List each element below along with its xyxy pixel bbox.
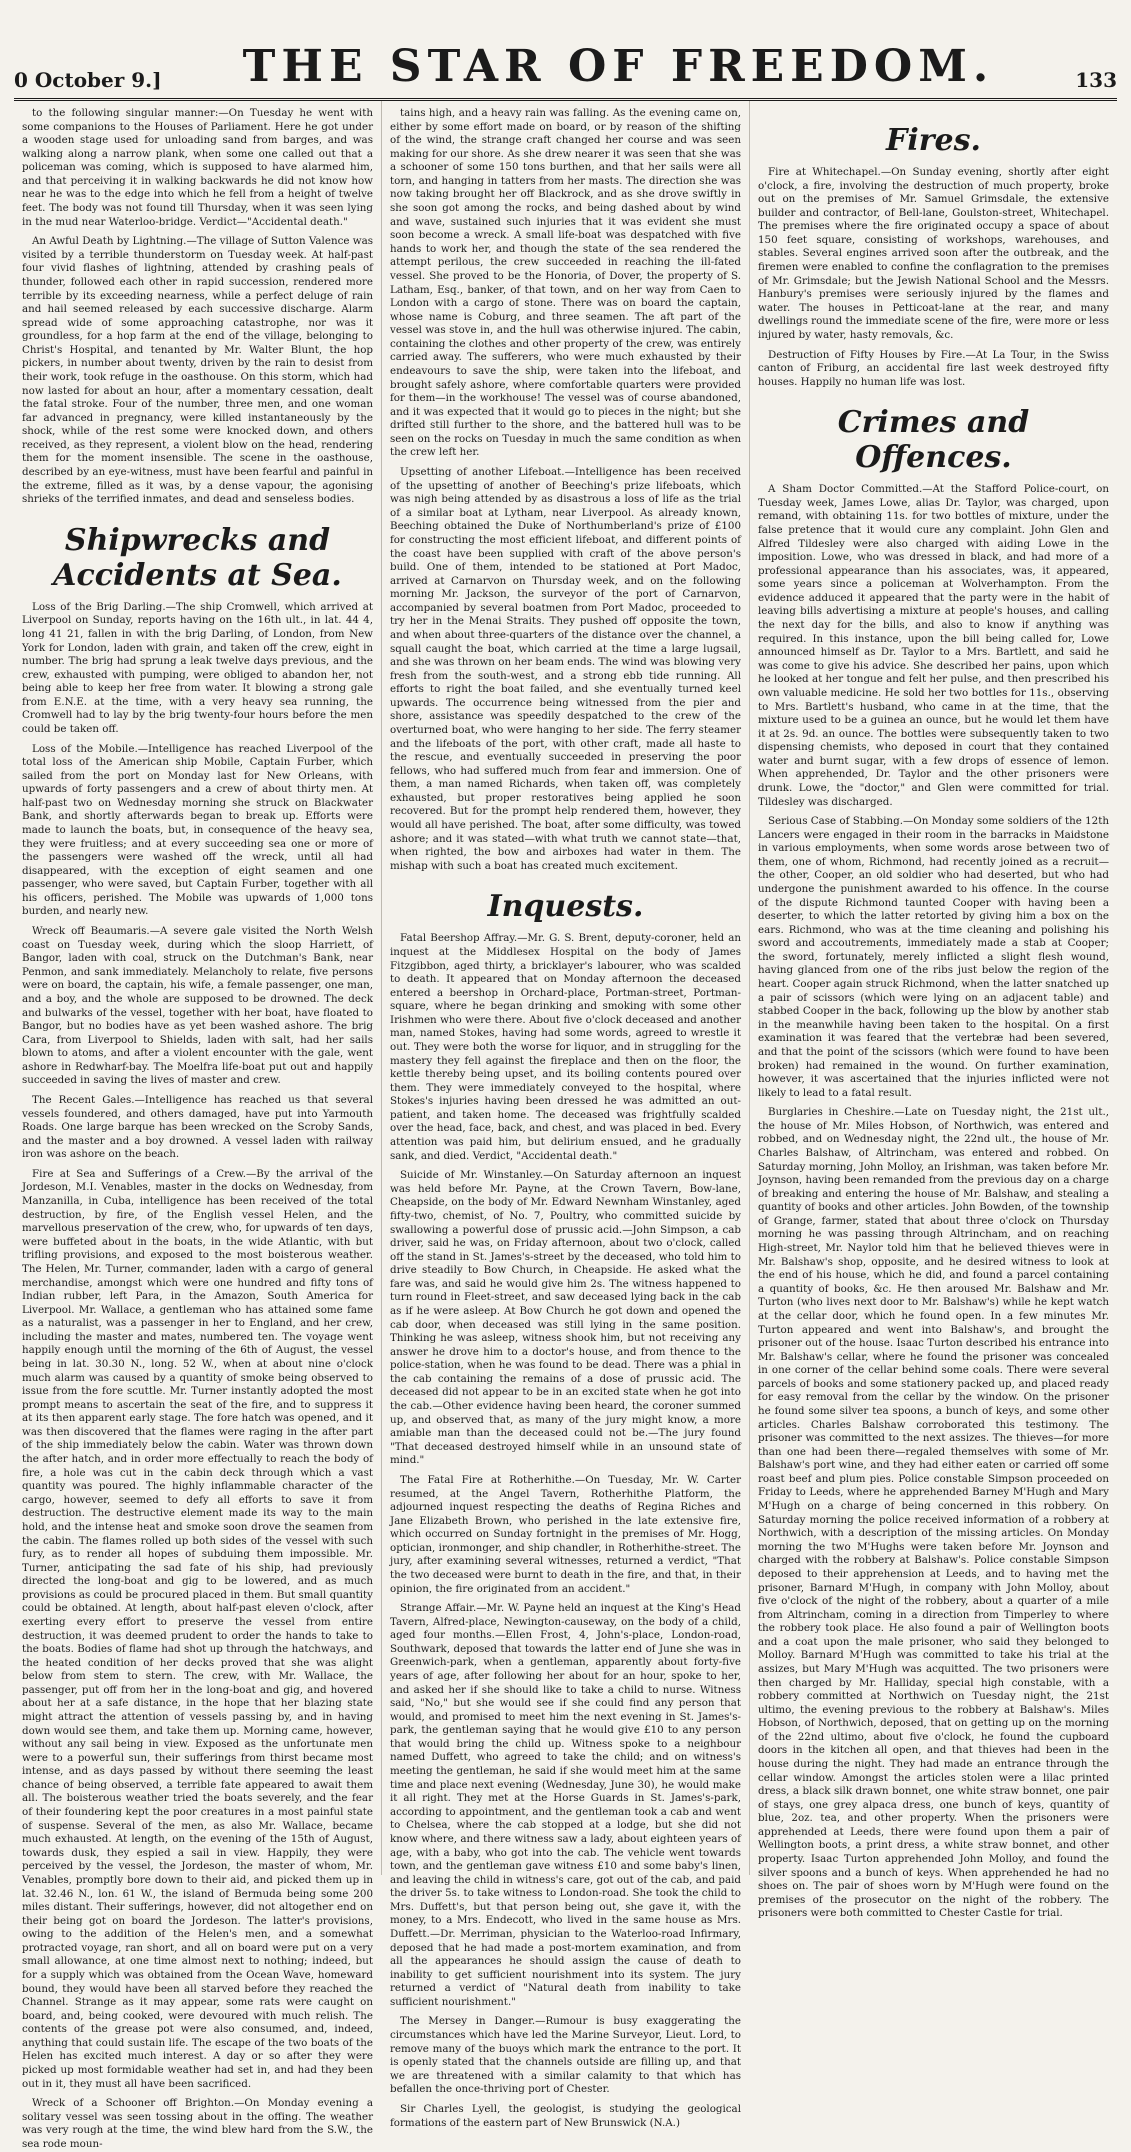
article-paragraph: Suicide of Mr. Winstanley.—On Saturday afternoon an inquest was held before Mr. Payne, at the Crown Tavern, Bow-lane, Cheapside, on the body of Mr. Edward Newnham Winstanley, aged fifty-two, chemist, of No. 7, Poultry, who committed suicide by swallowing a powerful dose of prussic acid.—John Simpson, a cab driver, said he was, on Friday afternoon, about two o'clock, called off the stand in St. James's-street by the deceased, who told him to drive steadily to Bow Church, in Cheapside. He asked what the fare was, and said he would give him 2s. The witness happened to turn round in Fleet-street, and saw deceased lying back in the cab as if he were asleep. At Bow Church he got down and opened the cab door, when deceased was still lying in the same position. Thinking he was asleep, witness shook him, but not receiving any answer he drove him to a doctor's house, and from thence to the police-station, when he was found to be dead. There was a phial in the cab containing the remains of a dose of prussic acid. The deceased did not appear to be in an excited state when he got into the cab.—Other evidence having been heard, the coroner summed up, and observed that, as many of the jury might know, a more amiable man than the deceased could not be.—The jury found "That deceased destroyed himself while in an unsound state of mind." bbox=[390, 1169, 741, 1467]
column-2 bbox=[381, 101, 749, 2129]
article-paragraph: The Mersey in Danger.—Rumour is busy exaggerating the circumstances which have led the Marine Surveyor, Lieut. Lord, to remove many of the buoys which mark the entrance to the port. It is openly stated that the channels outside are filling up, and that we are threatened with a similar calamity to that which has befallen the once-thriving port of Chester. bbox=[390, 2015, 741, 2096]
article-paragraph: Fire at Whitechapel.—On Sunday evening, shortly after eight o'clock, a fire, involving the destruction of much property, broke out on the premises of Mr. Samuel Grimsdale, the extensive builder and contractor, of Bell-lane, Goulston-street, Whitechapel. The premises where the fire originated occupy a space of about 150 feet square, consisting of workshops, warehouses, and stables. Several engines arrived soon after the outbreak, and the firemen were enabled to confine the conflagration to the premises of Mr. Grimsdale; but the Jewish National School and the Messrs. Hanbury's premises were seriously injured by the flames and water. The houses in Petticoat-lane at the rear, and many dwellings round the immediate scene of the fire, were more or less injured by water, hasty removals, &c. bbox=[758, 166, 1109, 341]
article-paragraph: The Recent Gales.—Intelligence has reached us that several vessels foundered, and others damaged, have put into Yarmouth Roads. One large barque has been wrecked on the Scroby Sands, and the master and a boy drowned. A vessel laden with railway iron was ashore on the beach. bbox=[22, 1094, 373, 1161]
article-paragraph: A Sham Doctor Committed.—At the Stafford Police-court, on Tuesday week, James Lowe, alias Dr. Taylor, was charged, upon remand, with obtaining 11s. for two bottles of mixture, under the false pretence that it would cure any complaint. John Glen and Alfred Tildesley were also charged with aiding Lowe in the imposition. Lowe, who was dressed in black, and had more of a professional appearance than his associates, was, it appeared, some years since a policeman at Wolverhampton. From the evidence adduced it appeared that the party were in the habit of leaving bills advertising a mixture at people's houses, and calling the next day for the bills, and also to know if anything was required. In this instance, upon the bill being called for, Lowe announced himself as Dr. Taylor to a Mrs. Bartlett, and said he was come to give his advice. She described her pains, upon which he looked at her tongue and felt her pulse, and then prescribed his own valuable medicine. He sold her two bottles for 11s., observing to Mrs. Bartlett's husband, who came in at the time, that the mixture used to be a guinea an ounce, but he would let them have it at 2s. 9d. an ounce. The bottles were subsequently taken to two dispensing chemists, who deposed in court that they contained water and burnt sugar, with a few drops of essence of lemon. When apprehended, Dr. Taylor and the other prisoners were drunk. Lowe, the "doctor," and Glen were committed for trial. Tildesley was discharged. bbox=[758, 483, 1109, 808]
article-paragraph: Strange Affair.—Mr. W. Payne held an inquest at the King's Head Tavern, Alfred-place, Newington-causeway, on the body of a child, aged four months.—Ellen Frost, 4, John's-place, London-road, Southwark, deposed that towards the latter end of June she was in Greenwich-park, when a gentleman, apparently about forty-five years of age, after following her about for an hour, spoke to her, and asked her if she should like to take a child to nurse. Witness said, "No," but she would see if she could find any person that would, and promised to meet him the next evening in St. James's-park, the gentleman saying that he would give £10 to any person that would bring the child up. Witness spoke to a neighbour named Duffett, who agreed to take the child; and on witness's meeting the gentleman, he said if she would meet him at the same time and place next evening (Wednesday, June 30), he would make it all right. They met at the Horse Guards in St. James's-park, according to appointment, and the gentleman took a cab and went to Chelsea, where the cab stopped at a lodge, but she did not know where, and there witness saw a lady, about eighteen years of age, with a baby, who got into the cab. The vehicle went towards town, and the gentleman gave witness £10 and some baby's linen, and leaving the child in witness's care, got out of the cab, and paid the driver 5s. to take witness to London-road. She took the child to Mrs. Duffett's, but that person being out, she gave it, with the money, to a Mrs. Endecott, who lived in the same house as Mrs. Duffett.—Dr. Merriman, physician to the Waterloo-road Infirmary, deposed that he had made a post-mortem examination, and from all the appearances he should assign the cause of death to inability to get sufficient nourishment into its system. The jury returned a verdict of "Natural death from inability to take sufficient nourishment." bbox=[390, 1602, 741, 2008]
section-heading-shipwrecks: Shipwrecks and Accidents at Sea. bbox=[53, 522, 342, 593]
issue-date: 0 October 9.] bbox=[14, 68, 162, 92]
article-paragraph: Fire at Sea and Sufferings of a Crew.—By the arrival of the Jordeson, M.I. Venables, master in the docks on Wednesday, from Manzanilla, in Cuba, intelligence has been received of the total destruction, by fire, of the English vessel Helen, and the marvellous preservation of the crew, who, for upwards of ten days, were buffeted about in the boats, in the wide Atlantic, with but trifling provisions, and exposed to the most boisterous weather. The Helen, Mr. Turner, commander, laden with a cargo of general merchandise, amongst which were one hundred and fifty tons of Indian rubber, left Para, in the Amazon, South America for Liverpool. Mr. Wallace, a gentleman who has attained some fame as a naturalist, was a passenger in her to England, and her crew, including the master and mates, numbered ten. The voyage went happily enough until the morning of the 6th of August, the vessel being in lat. 30.30 N., long. 52 W., when at about nine o'clock much alarm was caused by a quantity of smoke being observed to issue from the fore scuttle. Mr. Turner instantly adopted the most prompt means to ascertain the seat of the fire, and to suppress it at its then apparent early stage. The fore hatch was opened, and it was then discovered that the flames were raging in the after part of the ship immediately below the cabin. Water was thrown down the after hatch, and in order more effectually to reach the body of fire, a hole was cut in the cabin deck through which a vast quantity was poured. The highly inflammable character of the cargo, however, seemed to defy all efforts to save it from destruction. The destructive element made its way to the main hold, and the intense heat and smoke soon drove the seamen from the cabin. The flames rolled up both sides of the vessel with such fury, as to render all hopes of subduing them impossible. Mr. Turner, anticipating the sad fate of his ship, had previously directed the long-boat and gig to be lowered, and as much provisions as could be procured placed in them. But small quantity could be obtained. At length, about half-past eleven o'clock, after exerting every effort to preserve the vessel from entire destruction, it was deemed prudent to order the hands to take to the boats. Bodies of flame had shot up through the hatchways, and the heated condition of her decks proved that she was alight below from stem to stern. The crew, with Mr. Wallace, the passenger, put off from her in the long-boat and gig, and hovered about her at a safe distance, in the hope that her blazing state might attract the attention of vessels passing by, and in having down would see them, and take them up. Morning came, however, without any sail being in view. Exposed as the unfortunate men were to a powerful sun, their sufferings from thirst became most intense, and as days passed by without there seeming the least chance of being observed, a terrible fate appeared to await them all. The boisterous weather tried the boats severely, and the fear of their foundering kept the poor creatures in a most painful state of suspense. Several of the men, as also Mr. Wallace, became much exhausted. At length, on the evening of the 15th of August, towards dusk, they espied a sail in view. Happily, they were perceived by the vessel, the Jordeson, the master of whom, Mr. Venables, promptly bore down to their aid, and picked them up in lat. 32.46 N., lon. 61 W., the island of Bermuda being some 200 miles distant. Their sufferings, however, did not altogether end on their being got on board the Jordeson. The latter's provisions, owing to the addition of the Helen's men, and a somewhat protracted voyage, ran short, and all on board were put on a very small allowance, at one time almost next to nothing; indeed, but for a supply which was obtained from the Ocean Wave, homeward bound, they would have been all starved before they reached the Channel. Strange as it may appear, some rats were caught on board, and, being cooked, were devoured with much relish. The contents of the grease pot were also consumed, and, indeed, anything that could sustain life. The escape of the two boats of the Helen has excited much interest. A day or so after they were picked up most formidable weather had set in, and had they been out in it, they must all have been sacrificed. bbox=[22, 1167, 373, 2090]
article-paragraph: Fatal Beershop Affray.—Mr. G. S. Brent, deputy-coroner, held an inquest at the Middlesex Hospital on the body of James Fitzgibbon, aged thirty, a bricklayer's labourer, who was scalded to death. It appeared that on Monday afternoon the deceased entered a beershop in Orchard-place, Portman-street, Portman-square, where he began drinking and smoking with some other Irishmen who were there. About five o'clock deceased and another man, named Stokes, having had some words, agreed to wrestle it out. They were both the worse for liquor, and in struggling for the mastery they fell against the fireplace and then on the floor, the kettle thereby being upset, and its boiling contents poured over them. They were immediately conveyed to the hospital, where Stokes's injuries having been dressed he was admitted an out-patient, and taken home. The deceased was frightfully scalded over the head, face, back, and chest, and was placed in bed. Every attention was paid him, but delirium ensued, and he gradually sank, and died. Verdict, "Accidental death." bbox=[390, 932, 741, 1162]
section-heading-crimes: Crimes and Offences. bbox=[837, 405, 1030, 476]
article-paragraph: An Awful Death by Lightning.—The village of Sutton Valence was visited by a terrible thunderstorm on Tuesday week. At half-past four vivid flashes of lightning, attended by crashing peals of thunder, followed each other in rapid succession, rendered more terrible by its exceeding nearness, while a perfect deluge of rain and hail seemed released by each successive discharge. Alarm spread wide of some approaching catastrophe, nor was it groundless, for a hop farm at the end of the village, belonging to Christ's Hospital, and tenanted by Mr. Walter Blunt, the hop pickers, in number about twenty, driven by the rain to desist from their work, took refuge in the oasthouse. On this storm, which had now lasted for about an hour, after a momentary cessation, dealt the fatal stroke. Four of the number, three men, and one woman far advanced in pregnancy, were killed instantaneously by the shock, while of the rest some were knocked down, and others received, as they represent, a violent blow on the head, rendering them for the moment insensible. The scene in the oasthouse, described by an eye-witness, must have been fearful and painful in the extreme, filled as it was, by a dense vapour, the agonising shrieks of the terrified inmates, and dead and senseless bodies. bbox=[22, 235, 373, 506]
article-paragraph: Wreck off Beaumaris.—A severe gale visited the North Welsh coast on Tuesday week, during which the sloop Harriett, of Bangor, laden with coal, struck on the Dutchman's Bank, near Penmon, and sank immediately. Melancholy to relate, five persons were on board, the captain, his wife, a female passenger, one man, and a boy, and the whole are supposed to be drowned. The deck and bulwarks of the vessel, together with her boat, have floated to Bangor, but no bodies have as yet been washed ashore. The brig Cara, from Liverpool to Shields, laden with salt, had her sails blown to atoms, and after a violent encounter with the gale, went ashore in Redwharf-bay. The Moelfra life-boat put out and happily succeeded in saving the lives of master and crew. bbox=[22, 925, 373, 1087]
page-number: 133 bbox=[1075, 68, 1117, 92]
article-paragraph: to the following singular manner:—On Tuesday he went with some companions to the Houses of Parliament. Here he got under a wooden stage used for unloading sand from barges, and was walking along a narrow plank, when some one called out that a policeman was coming, which is supposed to have alarmed him, and that perceiving it in walking backwards he did not know how near he was to the edge into which he fell from a height of twelve feet. The body was not found till Thursday, when it was seen lying in the mud near Waterloo-bridge. Verdict—"Accidental death." bbox=[22, 107, 373, 228]
section-heading-inquests: Inquests. bbox=[487, 889, 644, 925]
article-paragraph: Upsetting of another Lifeboat.—Intelligence has been received of the upsetting of another of Beeching's prize lifeboats, which was nigh being attended by as disastrous a loss of life as the trial of a similar boat at Lytham, near Liverpool. As already known, Beeching obtained the Duke of Northumberland's prize of £100 for constructing the most efficient lifeboat, and different points of the coast have been supplied with craft of the above person's build. One of them, intended to be stationed at Port Madoc, arrived at Carnarvon on Thursday week, and on the following morning Mr. Jackson, the surveyor of the port of Carnarvon, accompanied by several boatmen from Port Madoc, proceeded to try her in the Menai Straits. They pushed off opposite the town, and when about three-quarters of the distance over the channel, a squall caught the boat, which carried at the time a large lugsail, and she was thrown on her beam ends. The wind was blowing very fresh from the south-west, and a strong ebb tide running. All efforts to right the boat failed, and she eventually turned keel upwards. The occurrence being witnessed from the pier and shore, assistance was speedily despatched to the crew of the overturned boat, who were hanging to her side. The ferry steamer and the lifeboats of the port, with other craft, made all haste to the rescue, and eventually succeeded in preserving the poor fellows, who had suffered much from fear and immersion. One of them, a man named Richards, when taken off, was completely exhausted, but proper restoratives being applied he soon recovered. But for the prompt help rendered them, however, they would all have perished. The boat, after some difficulty, was towed ashore; and it was stated—with what truth we cannot state—that, when righted, the bow and airboxes had water in them. The mishap with such a boat has created much excitement. bbox=[390, 466, 741, 872]
column-3 bbox=[749, 101, 1117, 1920]
article-paragraph: Burglaries in Cheshire.—Late on Tuesday night, the 21st ult., the house of Mr. Miles Hobson, of Northwich, was entered and robbed, and on Wednesday night, the 22nd ult., the house of Mr. Charles Balshaw, of Altrincham, was entered and robbed. On Saturday morning, John Molloy, an Irishman, was taken before Mr. Joynson, having been remanded from the previous day on a charge of breaking and entering the house of Mr. Balshaw, and stealing a quantity of books and other articles. John Bowden, of the township of Grange, farmer, stated that about three o'clock on Thursday morning he was passing through Altrincham, and on reaching High-street, Mr. Naylor told him that he believed thieves were in Mr. Balshaw's shop, opposite, and he desired witness to look at the end of his house, which he did, and found a parcel containing a quantity of books, &c. He then aroused Mr. Balshaw and Mr. Turton (who lives next door to Mr. Balshaw's) while he kept watch at the cellar door, which he found open. In a few minutes Mr. Turton appeared and went into Balshaw's, and brought the prisoner out of the house. Isaac Turton described his entrance into Mr. Balshaw's cellar, where he found the prisoner was concealed in one corner of the cellar behind some coals. There were several parcels of books and some stationery packed up, and placed ready for easy removal from the cellar by the window. On the prisoner he found some silver tea spoons, a bunch of keys, and some other articles. Charles Balshaw corroborated this testimony. The prisoner was committed to the next assizes. The thieves—for more than one had been there—regaled themselves with some of Mr. Balshaw's port wine, and they had either eaten or carried off some roast beef and plum pies. Police constable Simpson proceeded on Friday to Leeds, where he apprehended Barney M'Hugh and Mary M'Hugh on a charge of being concerned in this robbery. On Saturday morning the police received information of a robbery at Northwich, with a description of the missing articles. On Monday morning the two M'Hughs were taken before Mr. Joynson and charged with the robbery at Balshaw's. Police constable Simpson deposed to their apprehension at Leeds, and to having met the prisoner, Barnard M'Hugh, in company with John Molloy, about five o'clock of the night of the robbery, about a quarter of a mile from Altrincham, coming in a direction from Timperley to where the robbery took place. He also found a pair of Wellington boots and a coat upon the male prisoner, who said they belonged to Molloy. Barnard M'Hugh was committed to take his trial at the assizes, but Mary M'Hugh was acquitted. The two prisoners were then charged by Mr. Halliday, special high constable, with a robbery committed at Northwich on Tuesday night, the 21st ultimo, the evening previous to the robbery at Balshaw's. Miles Hobson, of Northwich, deposed, that on getting up on the morning of the 22nd ultimo, about five o'clock, he found the cupboard doors in the kitchen all open, and that thieves had been in the house during the night. They had made an entrance through the cellar window. Amongst the articles stolen were a lilac printed dress, a black silk drawn bonnet, one white straw bonnet, one pair of stays, one grey alpaca dress, one bunch of keys, quantity of blue, 2oz. tea, and other property. When the prisoners were apprehended at Leeds, there were found upon them a pair of Wellington boots, a print dress, a white straw bonnet, and other property. Isaac Turton apprehended John Molloy, and found the silver spoons and a bunch of keys. When apprehended he had no shoes on. The pair of shoes worn by M'Hugh were found on the premises of the prosecutor on the night of the robbery. The prisoners were both committed to Chester Castle for trial. bbox=[758, 1106, 1109, 1920]
article-paragraph: Loss of the Brig Darling.—The ship Cromwell, which arrived at Liverpool on Sunday, reports having on the 16th ult., in lat. 44 4, long 41 21, fallen in with the brig Darling, of London, from New York for London, laden with grain, and taken off the crew, eight in number. The brig had sprung a leak twelve days previous, and the crew, exhausted with pumping, were obliged to abandon her, not being able to keep her free from water. It blowing a strong gale from E.N.E. at the time, with a very heavy sea running, the Cromwell had to lay by the brig twenty-four hours before the men could be taken off. bbox=[22, 600, 373, 735]
masthead bbox=[14, 0, 1117, 101]
article-paragraph: tains high, and a heavy rain was falling. As the evening came on, either by some effort made on board, or by reason of the shifting of the wind, the strange craft changed her course and was seen making for our shore. As she drew nearer it was seen that she was a schooner of some 150 tons burthen, and that her sails were all torn, and hanging in tatters from her masts. The direction she was now taking brought her off Blackrock, and as she drove swiftly in she soon got among the rocks, and being dashed about by wind and wave, sustained such injuries that it was evident she must soon become a wreck. A small life-boat was despatched with five hands to work her, and though the state of the sea rendered the attempt perilous, the crew succeeded in reaching the ill-fated vessel. She proved to be the Honoria, of Dover, the property of S. Latham, Esq., banker, of that town, and on her way from Caen to London with a cargo of stone. There was on board the captain, whose name is Coburg, and three seamen. The aft part of the vessel was stove in, and the hull was otherwise injured. The cabin, containing the clothes and other property of the crew, was entirely carried away. The sufferers, who were much exhausted by their endeavours to save the ship, were taken into the lifeboat, and brought safely ashore, where comfortable quarters were provided for them—in the workhouse! The vessel was of course abandoned, and it was expected that it would go to pieces in the night; but she drifted still further to the shore, and the battered hull was to be seen on the rocks on Tuesday in much the same condition as when the crew left her. bbox=[390, 107, 741, 459]
section-heading-fires: Fires. bbox=[886, 123, 981, 158]
article-paragraph: The Fatal Fire at Rotherhithe.—On Tuesday, Mr. W. Carter resumed, at the Angel Tavern, Rotherhithe Platform, the adjourned inquest respecting the deaths of Regina Riches and Jane Elizabeth Brown, who perished in the late extensive fire, which occurred on Sunday fortnight in the premises of Mr. Hogg, optician, ironmonger, and ship chandler, in Rotherhithe-street. The jury, after examining several witnesses, returned a verdict, "That the two deceased were burnt to death in the fire, and that, in their opinion, the fire originated from an accident." bbox=[390, 1473, 741, 1595]
article-paragraph: Serious Case of Stabbing.—On Monday some soldiers of the 12th Lancers were engaged in their room in the barracks in Maidstone in various employments, when some words arose between two of them, one of whom, Richmond, had recently joined as a recruit—the other, Cooper, an old soldier who had deserted, but who had undergone the punishment awarded to his offence. In the course of the dispute Richmond taunted Cooper with having been a deserter, to which the latter retorted by giving him a box on the ears. Richmond, who was at the time cleaning and polishing his sword and accoutrements, immediately made a stab at Cooper; the sword, fortunately, merely inflicted a slight flesh wound, having glanced from one of the ribs just below the region of the heart. Cooper again struck Richmond, when the latter snatched up a pair of scissors (which were lying on an adjacent table) and stabbed Cooper in the back, following up the blow by another stab in the meanwhile having been taken to the hospital. On a first examination it was feared that the vertebræ had been severed, and that the point of the scissors (which were found to have been broken) had remained in the wound. On further examination, however, it was ascertained that the injuries inflicted were not likely to lead to a fatal result. bbox=[758, 815, 1109, 1099]
columns bbox=[14, 101, 1117, 2150]
newspaper-title: THE STAR OF FREEDOM. bbox=[242, 41, 995, 92]
article-paragraph: Sir Charles Lyell, the geologist, is studying the geological formations of the eastern part of New Brunswick (N.A.) bbox=[390, 2102, 741, 2129]
article-paragraph: Wreck of a Schooner off Brighton.—On Monday evening a solitary vessel was seen tossing about in the offing. The weather was very rough at the time, the wind blew hard from the S.W., the sea rode moun- bbox=[22, 2097, 373, 2150]
article-paragraph: Loss of the Mobile.—Intelligence has reached Liverpool of the total loss of the American ship Mobile, Captain Furber, which sailed from the port on Monday last for New Orleans, with upwards of forty passengers and a crew of about thirty men. At half-past two on Wednesday morning she struck on Blackwater Bank, and shortly afterwards began to break up. Efforts were made to launch the boats, but, in consequence of the heavy sea, they were fruitless; and at every succeeding sea one or more of the passengers were washed off the wreck, until all had disappeared, with the exception of eight seamen and one passenger, who were saved, but Captain Furber, together with all his officers, perished. The Mobile was upwards of 1,000 tons burden, and nearly new. bbox=[22, 742, 373, 918]
column-1 bbox=[14, 101, 381, 2150]
article-paragraph: Destruction of Fifty Houses by Fire.—At La Tour, in the Swiss canton of Friburg, an accidental fire last week destroyed fifty houses. Happily no human life was lost. bbox=[758, 348, 1109, 388]
